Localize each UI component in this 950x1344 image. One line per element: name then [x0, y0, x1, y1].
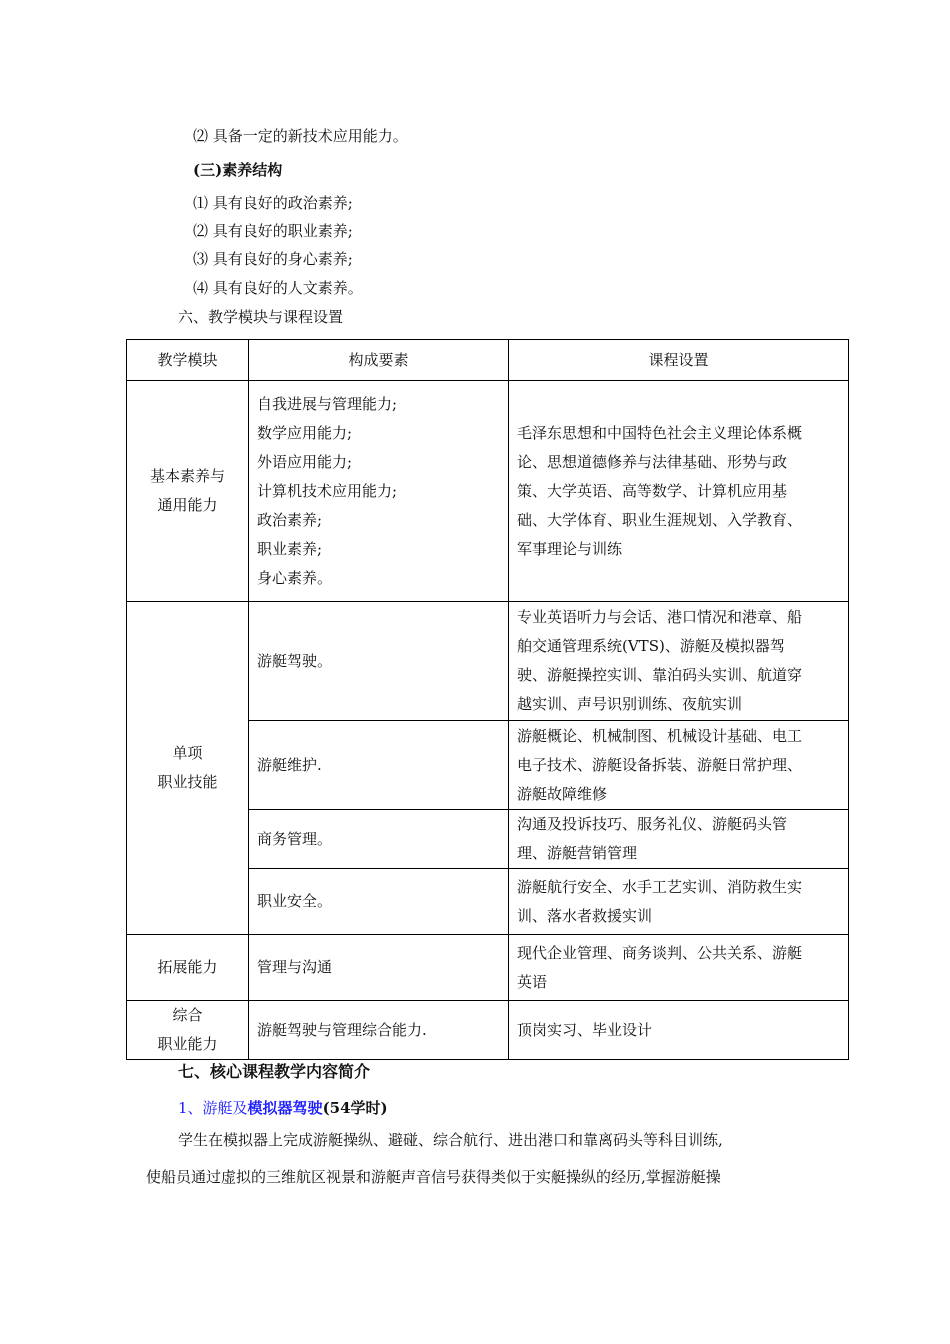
element-expand: 管理与沟通 — [249, 935, 509, 1001]
module-comprehensive: 综合 职业能力 — [127, 1001, 249, 1060]
element-yacht-maintenance: 游艇维护. — [249, 721, 509, 810]
courses-business: 沟通及投诉技巧、服务礼仪、游艇码头管 理、游艇营销管理 — [509, 810, 849, 869]
quality-item-4: ⑷ 具有良好的人文素养。 — [193, 279, 363, 297]
module-single-skills: 单项 职业技能 — [127, 602, 249, 935]
course-1-heading — [178, 1098, 388, 1118]
courses-yacht-driving: 专业英语听力与会话、港口情况和港章、船 舶交通管理系统(VTS)、游艇及模拟器驾 驶、游艇操控实训、靠泊码头实训、航道穿 越实训、声号识别训练、夜航实训 — [509, 602, 849, 721]
quality-item-1: ⑴ 具有良好的政治素养; — [193, 194, 353, 212]
course-1-paragraph-line-2: 使船员通过虚拟的三维航区视景和游艇声音信号获得类似于实艇操纵的经历,掌握游艇操 — [146, 1168, 721, 1186]
quality-item-3: ⑶ 具有良好的身心素养; — [193, 250, 353, 268]
elements-basic: 自我进展与管理能力; 数学应用能力; 外语应用能力; 计算机技术应用能力; 政治素养; 职业素养; 身心素养。 — [249, 381, 509, 602]
element-yacht-driving: 游艇驾驶。 — [249, 602, 509, 721]
element-safety: 职业安全。 — [249, 869, 509, 935]
courses-basic: 毛泽东思想和中国特色社会主义理论体系概 论、思想道德修养与法律基础、形势与政 策、大学英语、高等数学、计算机应用基 础、大学体育、职业生涯规划、入学教育、 军事理论与训练 — [509, 381, 849, 602]
courses-safety: 游艇航行安全、水手工艺实训、消防救生实 训、落水者救援实训 — [509, 869, 849, 935]
course-1-prefix: 1、游艇及 — [178, 1099, 248, 1117]
element-business: 商务管理。 — [249, 810, 509, 869]
module-expand: 拓展能力 — [127, 935, 249, 1001]
section6-title: 六、教学模块与课程设置 — [178, 308, 344, 326]
table-header-row — [127, 340, 849, 381]
quality-heading: (三)素养结构 — [193, 161, 283, 179]
element-comprehensive: 游艇驾驶与管理综合能力. — [249, 1001, 509, 1060]
table-row-expand — [127, 935, 849, 1001]
quality-item-2: ⑵ 具有良好的职业素养; — [193, 222, 353, 240]
header-module: 教学模块 — [127, 340, 249, 381]
course-1-hours: (54学时) — [322, 1099, 388, 1117]
section7-title: 七、核心课程教学内容简介 — [178, 1062, 371, 1081]
table-row-comprehensive — [127, 1001, 849, 1060]
courses-comprehensive: 顶岗实习、毕业设计 — [509, 1001, 849, 1060]
courses-yacht-maintenance: 游艇概论、机械制图、机械设计基础、电工 电子技术、游艇设备拆装、游艇日常护理、 游艇故障维修 — [509, 721, 849, 810]
module-course-table — [126, 339, 849, 1060]
header-elements: 构成要素 — [249, 340, 509, 381]
courses-expand: 现代企业管理、商务谈判、公共关系、游艇 英语 — [509, 935, 849, 1001]
module-basic: 基本素养与 通用能力 — [127, 381, 249, 602]
header-courses: 课程设置 — [509, 340, 849, 381]
table-row-yacht-driving — [127, 602, 849, 721]
course-1-name: 模拟器驾驶 — [247, 1099, 323, 1117]
course-1-paragraph-line-1: 学生在模拟器上完成游艇操纵、避碰、综合航行、进出港口和靠离码头等科目训练, — [178, 1131, 723, 1149]
skill-item-2: ⑵ 具备一定的新技术应用能力。 — [193, 127, 408, 145]
table-row-basic — [127, 381, 849, 602]
